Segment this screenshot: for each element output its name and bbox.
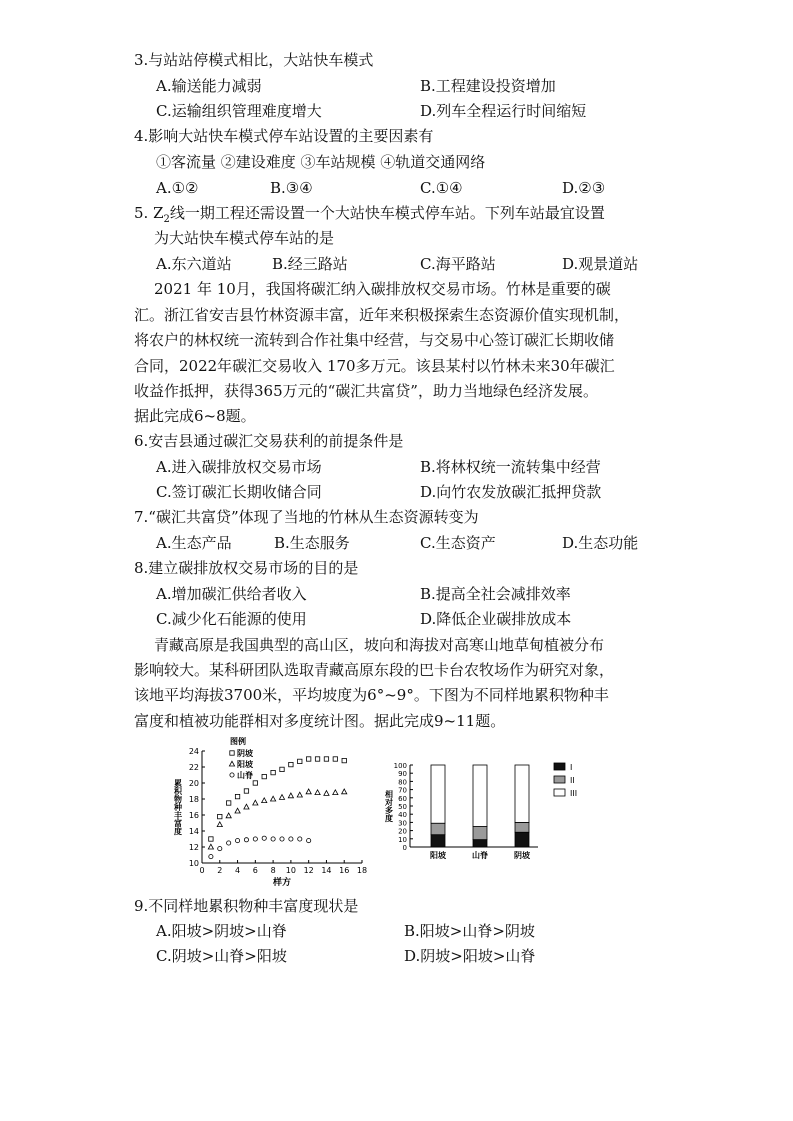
y-tick-label: 10 xyxy=(398,835,407,844)
data-point-triangle xyxy=(226,813,231,818)
data-point-square xyxy=(209,837,213,841)
data-point-square xyxy=(271,770,275,774)
data-point-circle xyxy=(244,838,248,842)
bar-segment-ii xyxy=(431,823,445,834)
passage1-line2: 汇。浙江省安吉县竹林资源丰富，近年来积极探索生态资源价值实现机制， xyxy=(134,306,630,324)
passage1-line5: 收益作抵押，获得365万元的“碳汇共富贷”，助力当地绿色经济发展。 xyxy=(134,382,598,400)
relative-abundance-bar-chart xyxy=(380,755,592,870)
data-point-square xyxy=(289,762,293,766)
q8-option-b: B.提高全社会减排效率 xyxy=(420,585,571,603)
data-point-square xyxy=(342,758,346,762)
q5-option-a: A.东六道站 xyxy=(156,255,232,273)
data-point-circle xyxy=(235,839,239,843)
passage2-line2: 影响较大。某科研团队选取青藏高原东段的巴卡台农牧场作为研究对象， xyxy=(134,661,615,679)
data-point-square xyxy=(262,774,266,778)
q6-option-b: B.将林权统一流转集中经营 xyxy=(420,458,601,476)
q9-option-c: C.阴坡>山脊>阳坡 xyxy=(156,947,287,965)
y-tick-label: 12 xyxy=(188,843,199,852)
data-point-triangle xyxy=(262,798,267,803)
q8-option-d: D.降低企业碳排放成本 xyxy=(420,610,572,628)
x-tick-label: 0 xyxy=(199,866,205,875)
data-point-circle xyxy=(253,837,257,841)
category-label: 阳坡 xyxy=(430,851,446,860)
y-tick-label: 80 xyxy=(398,778,407,787)
passage1-line4: 合同，2022年碳汇交易收入 170多万元。该县某村以竹林未来30年碳汇 xyxy=(134,357,615,375)
q7-option-c: C.生态资产 xyxy=(420,534,496,552)
q4-option-c: C.①④ xyxy=(420,179,463,197)
q4-option-a: A.①② xyxy=(156,179,199,197)
data-point-square xyxy=(324,757,328,761)
y-tick-label: 22 xyxy=(188,763,199,772)
y-tick-label: 90 xyxy=(398,770,407,779)
q6-stem: 6.安吉县通过碳汇交易获利的前提条件是 xyxy=(134,432,404,450)
passage1-line1: 2021 年 10月，我国将碳汇纳入碳排放权交易市场。竹林是重要的碳 xyxy=(154,280,611,298)
x-tick-label: 6 xyxy=(252,866,258,875)
bar-segment-ii xyxy=(473,827,487,840)
q6-option-a: A.进入碳排放权交易市场 xyxy=(156,458,322,476)
data-point-circle xyxy=(271,837,275,841)
q3-stem: 3.与站站停模式相比，大站快车模式 xyxy=(134,51,374,69)
q8-option-c: C.减少化石能源的使用 xyxy=(156,610,307,628)
y-tick-label: 40 xyxy=(398,811,407,820)
data-point-square xyxy=(244,789,248,793)
data-point-triangle xyxy=(253,800,258,805)
passage2-line4: 富度和植被功能群相对多度统计图。据此完成9~11题。 xyxy=(134,712,506,730)
q8-option-a: A.增加碳汇供给者收入 xyxy=(156,585,307,603)
data-point-circle xyxy=(218,847,222,851)
data-point-triangle xyxy=(324,791,329,796)
data-point-circle xyxy=(262,836,266,840)
y-tick-label: 14 xyxy=(188,827,199,836)
q4-option-d: D.②③ xyxy=(562,179,606,197)
q5-stem-text: 线一期工程还需设置一个大站快车模式停车站。下列车站最宜设置 xyxy=(169,204,605,222)
q5-line-code: Z xyxy=(153,204,164,222)
y-tick-label: 18 xyxy=(188,795,199,804)
data-point-circle xyxy=(227,841,231,845)
x-tick-label: 10 xyxy=(285,866,296,875)
legend-marker-square xyxy=(230,751,234,755)
data-point-triangle xyxy=(297,792,302,797)
q7-option-a: A.生态产品 xyxy=(156,534,232,552)
x-tick-label: 12 xyxy=(303,866,314,875)
q6-option-d: D.向竹农发放碳汇抵押贷款 xyxy=(420,483,602,501)
legend-title: 图例 xyxy=(230,737,246,746)
x-axis-label: 样方 xyxy=(272,878,292,888)
data-point-triangle xyxy=(279,795,284,800)
y-tick-label: 50 xyxy=(398,803,407,811)
species-richness-scatter-chart xyxy=(168,735,378,890)
q5-number: 5. xyxy=(134,204,149,222)
y-tick-label: 70 xyxy=(398,786,407,795)
y-tick-label: 20 xyxy=(188,779,199,788)
data-point-square xyxy=(235,794,239,798)
bar-segment-i xyxy=(473,840,487,847)
q4-option-b: B.③④ xyxy=(270,179,313,197)
bar-segment-ii xyxy=(515,822,529,832)
data-point-circle xyxy=(209,855,213,859)
q5-option-b: B.经三路站 xyxy=(272,255,348,273)
q3-option-d: D.列车全程运行时间缩短 xyxy=(420,102,587,120)
q9-stem: 9.不同样地累积物种丰富度现状是 xyxy=(134,897,359,915)
data-point-square xyxy=(226,801,230,805)
y-tick-label: 20 xyxy=(398,827,407,836)
y-tick-label: 100 xyxy=(393,762,407,770)
legend-marker-circle xyxy=(230,773,234,777)
q9-option-d: D.阴坡>阳坡>山脊 xyxy=(404,947,536,965)
q8-stem: 8.建立碳排放权交易市场的目的是 xyxy=(134,559,359,577)
q3-option-a: A.输送能力减弱 xyxy=(156,77,262,95)
x-tick-label: 14 xyxy=(321,866,332,875)
data-point-square xyxy=(218,814,222,818)
passage2-line1: 青藏高原是我国典型的高山区，坡向和海拔对高寒山地草甸植被分布 xyxy=(154,636,605,654)
legend-marker-triangle xyxy=(229,761,234,766)
legend-swatch xyxy=(554,776,565,783)
data-point-circle xyxy=(280,837,284,841)
category-label: 阴坡 xyxy=(514,851,530,860)
data-point-triangle xyxy=(333,790,338,795)
data-point-square xyxy=(298,759,302,763)
x-tick-label: 18 xyxy=(356,866,368,875)
q7-option-b: B.生态服务 xyxy=(274,534,350,552)
bar-segment-i xyxy=(515,832,529,847)
category-label: 山脊 xyxy=(472,851,488,860)
y-tick-label: 10 xyxy=(188,859,199,868)
y-tick-label: 0 xyxy=(402,844,407,852)
x-tick-label: 4 xyxy=(235,866,241,875)
x-tick-label: 8 xyxy=(270,866,276,875)
bar-segment-iii xyxy=(515,765,529,822)
data-point-triangle xyxy=(306,789,311,794)
data-point-square xyxy=(280,767,284,771)
q6-option-c: C.签订碳汇长期收储合同 xyxy=(156,483,322,501)
data-point-circle xyxy=(298,837,302,841)
q9-option-b: B.阳坡>山脊>阴坡 xyxy=(404,922,535,940)
y-tick-label: 60 xyxy=(398,794,407,803)
data-point-square xyxy=(315,757,319,761)
y-axis-label: 相对多度 xyxy=(384,790,394,822)
bar-segment-i xyxy=(431,835,445,847)
data-point-square xyxy=(253,781,257,785)
y-axis-label: 累积物种丰富度 xyxy=(173,779,183,835)
data-point-triangle xyxy=(235,808,240,813)
data-point-triangle xyxy=(271,796,276,801)
legend-label: I xyxy=(570,763,573,772)
passage2-line3: 该地平均海拔3700米，平均坡度为6°~9°。下图为不同样地累积物种丰 xyxy=(134,686,609,704)
q9-option-a: A.阳坡>阴坡>山脊 xyxy=(156,922,287,940)
passage1-line6: 据此完成6~8题。 xyxy=(134,407,256,425)
data-point-triangle xyxy=(217,822,222,827)
legend-swatch xyxy=(554,789,565,796)
x-tick-label: 16 xyxy=(339,866,350,875)
data-point-triangle xyxy=(288,793,293,798)
legend-swatch xyxy=(554,763,565,770)
q3-option-c: C.运输组织管理难度增大 xyxy=(156,102,322,120)
legend-label: II xyxy=(570,776,575,785)
q7-stem: 7.“碳汇共富贷”体现了当地的竹林从生态资源转变为 xyxy=(134,508,479,526)
y-tick-label: 16 xyxy=(188,811,199,820)
y-tick-label: 30 xyxy=(398,819,407,828)
legend-label: III xyxy=(570,789,578,798)
legend-label: 山脊 xyxy=(237,771,253,780)
q5-option-c: C.海平路站 xyxy=(420,255,496,273)
bar-segment-iii xyxy=(473,765,487,827)
q5-stem-line2: 为大站快车模式停车站的是 xyxy=(154,229,335,247)
q5-line-code-sub: 2 xyxy=(163,214,170,225)
data-point-circle xyxy=(289,837,293,841)
legend-label: 阳坡 xyxy=(237,760,253,769)
data-point-triangle xyxy=(244,804,249,809)
q4-stem: 4.影响大站快车模式停车站设置的主要因素有 xyxy=(134,127,434,145)
passage1-line3: 将农户的林权统一流转到合作社集中经营，与交易中心签订碳汇长期收储 xyxy=(134,331,615,349)
q5-option-d: D.观景道站 xyxy=(562,255,639,273)
legend-label: 阴坡 xyxy=(237,749,253,758)
data-point-circle xyxy=(307,839,311,843)
data-point-square xyxy=(333,757,337,761)
x-tick-label: 2 xyxy=(217,866,223,875)
y-tick-label: 24 xyxy=(188,747,199,756)
q7-option-d: D.生态功能 xyxy=(562,534,639,552)
q4-factor-list: ①客流量 ②建设难度 ③车站规模 ④轨道交通网络 xyxy=(156,153,486,171)
q3-option-b: B.工程建设投资增加 xyxy=(420,77,556,95)
data-point-triangle xyxy=(342,789,347,794)
bar-segment-iii xyxy=(431,765,445,823)
data-point-square xyxy=(306,757,310,761)
data-point-triangle xyxy=(208,844,213,849)
data-point-triangle xyxy=(315,790,320,795)
